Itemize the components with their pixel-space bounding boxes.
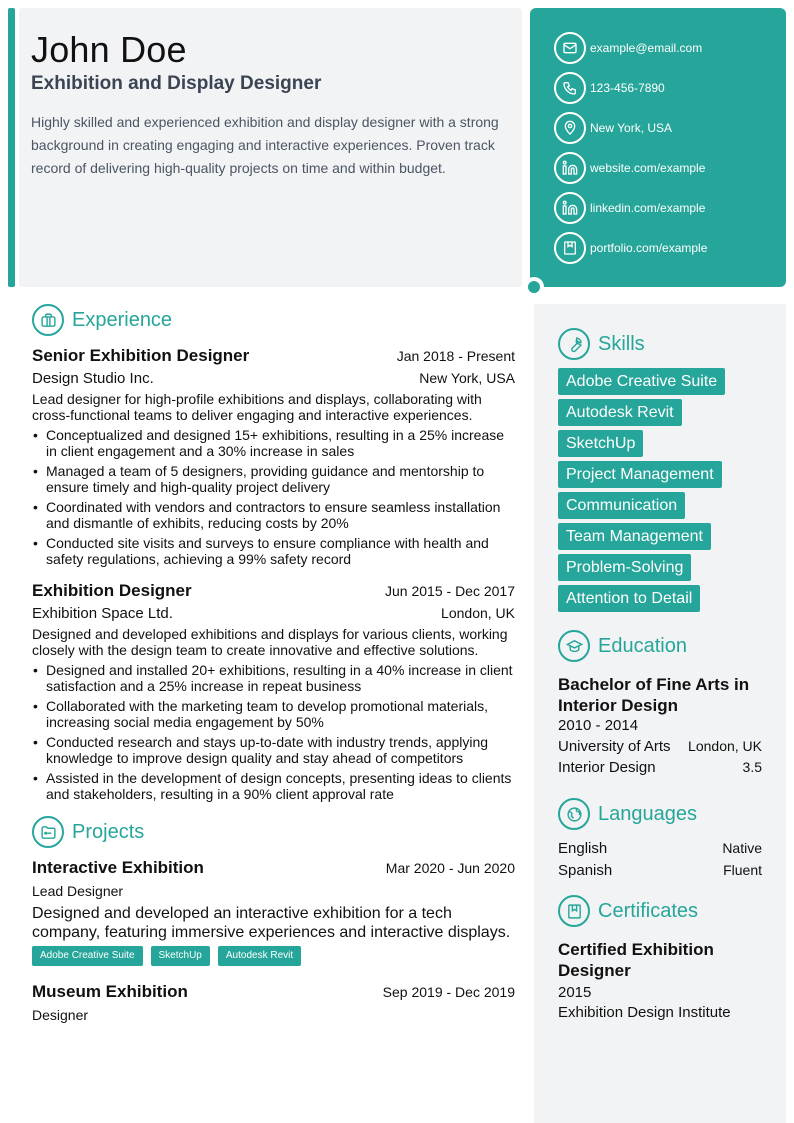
language-row (558, 862, 762, 879)
language-name: Spanish (558, 862, 613, 879)
map-pin-icon (554, 112, 586, 144)
certificate-name: Certified Exhibition Designer (558, 940, 714, 980)
job-entry-company: Design Studio Inc. (32, 370, 154, 387)
bullet-item: • Conducted site visits and surveys to ensure compliance with health and safety regulations, achieving a 99% safety record (32, 535, 515, 567)
contact-panel (530, 8, 786, 287)
portfolio-icon (554, 232, 586, 264)
projects-title: Projects (72, 820, 145, 843)
certificate-issuer: Exhibition Design Institute (558, 1004, 731, 1021)
linkedin-text: linkedin.com/example (590, 201, 706, 215)
job-title: Exhibition and Display Designer (31, 73, 322, 94)
language-name: English (558, 840, 608, 857)
bullet-item: • Managed a team of 5 designers, providing guidance and mentorship to ensure timely and high-quality project delivery (32, 463, 515, 495)
project-role: Designer (32, 1007, 89, 1023)
project-title: Museum Exhibition (32, 982, 188, 1001)
language-row (558, 840, 762, 857)
job-entry-title: Senior Exhibition Designer (32, 346, 250, 365)
email-text: example@email.com (590, 41, 703, 55)
experience-title: Experience (72, 308, 173, 331)
briefcase-icon (32, 304, 64, 336)
contact-location (554, 112, 786, 144)
bullet-item: • Designed and installed 20+ exhibitions, resulting in a 40% increase in client satisfaction and a 25% increase in repeat business (32, 662, 515, 694)
job-entry-company: Exhibition Space Ltd. (32, 605, 173, 622)
skill-badge: Adobe Creative Suite (558, 368, 725, 395)
skill-badge: Autodesk Revit (558, 399, 682, 426)
website-text: website.com/example (590, 161, 706, 175)
project-tag: Adobe Creative Suite (32, 946, 143, 966)
languages-header (558, 798, 762, 830)
project-title: Interactive Exhibition (32, 858, 204, 877)
job-entry-bullets (32, 662, 515, 802)
bullet-item: • Assisted in the development of design concepts, presenting ideas to clients and stakeholders, resulting in a 90% client approval rate (32, 770, 515, 802)
project-description: Designed and developed an interactive exhibition for a tech company, featuring immersive experiences and interactive displays. (32, 905, 511, 941)
education-degree: Bachelor of Fine Arts in Interior Design (558, 675, 750, 715)
skills-header (558, 328, 762, 360)
phone-icon (554, 72, 586, 104)
job-entry-bullets (32, 427, 515, 567)
book-icon (558, 895, 590, 927)
bullet-item: • Coordinated with vendors and contractors to ensure seamless installation and dismantle of exhibits, reducing costs by 20% (32, 499, 515, 531)
contact-linkedin[interactable] (554, 192, 786, 224)
job-entry-location: New York, USA (419, 370, 515, 386)
education-school: University of Arts (558, 738, 671, 755)
language-level: Fluent (723, 862, 762, 878)
summary: Highly skilled and experienced exhibition and display designer with a strong background in creating engaging and interactive experiences. Proven track record of delivering high-quality projects on time and within budget. (31, 114, 499, 176)
job-entry-description: Designed and developed exhibitions and displays for various clients, working closely with the design team to create innovative and effective solutions. (32, 626, 508, 658)
contact-website[interactable] (554, 152, 786, 184)
job-entry (32, 581, 515, 802)
location-text: New York, USA (590, 121, 673, 135)
globe-icon (558, 798, 590, 830)
education-header (558, 630, 762, 662)
project-date: Mar 2020 - Jun 2020 (385, 860, 515, 876)
sidebar (534, 304, 786, 1123)
bullet-item: • Conceptualized and designed 15+ exhibitions, resulting in a 25% increase in client engagement and a 30% increase in sales (32, 427, 515, 459)
graduation-cap-icon (558, 630, 590, 662)
certificate-year: 2015 (558, 984, 592, 1001)
project-tag: SketchUp (151, 946, 210, 966)
header (19, 8, 522, 287)
skill-badge: Communication (558, 492, 685, 519)
contact-portfolio[interactable] (554, 232, 786, 264)
education-field: Interior Design (558, 759, 656, 776)
experience-header (32, 304, 515, 336)
project-date: Sep 2019 - Dec 2019 (382, 984, 515, 1000)
skill-badge: Attention to Detail (558, 585, 700, 612)
job-entry-location: London, UK (441, 605, 515, 621)
skill-badge: SketchUp (558, 430, 643, 457)
contact-email[interactable] (554, 32, 786, 64)
linkedin-icon (554, 192, 586, 224)
phone-text: 123-456-7890 (590, 81, 665, 95)
language-level: Native (722, 840, 762, 856)
folder-icon (32, 816, 64, 848)
project-tag: Autodesk Revit (218, 946, 301, 966)
project-entry (32, 858, 515, 966)
skills-title: Skills (598, 332, 645, 355)
project-role: Lead Designer (32, 883, 124, 899)
certificates-title: Certificates (598, 899, 699, 922)
education-location: London, UK (688, 738, 762, 754)
linkedin-icon (554, 152, 586, 184)
languages-title: Languages (598, 802, 697, 825)
bullet-item: • Collaborated with the marketing team to develop promotional materials, increasing social media engagement by 50% (32, 698, 515, 730)
skills-list (558, 368, 762, 616)
skill-badge: Team Management (558, 523, 711, 550)
job-entry-date: Jun 2015 - Dec 2017 (385, 583, 515, 599)
bullet-item: • Conducted research and stays up-to-date with industry trends, applying knowledge to improve design quality and stay ahead of competitors (32, 734, 515, 766)
divider-dot (528, 281, 540, 293)
candidate-name: John Doe (31, 29, 187, 70)
mail-icon (554, 32, 586, 64)
job-entry (32, 346, 515, 567)
main-column (32, 304, 515, 1023)
accent-bar (8, 8, 15, 287)
skill-badge: Project Management (558, 461, 722, 488)
certificates-header (558, 895, 762, 927)
job-entry-title: Exhibition Designer (32, 581, 192, 600)
education-dates: 2010 - 2014 (558, 717, 639, 734)
skill-badge: Problem-Solving (558, 554, 691, 581)
contact-phone[interactable] (554, 72, 786, 104)
project-entry (32, 982, 515, 1023)
projects-header (32, 816, 515, 848)
job-entry-date: Jan 2018 - Present (396, 348, 515, 364)
portfolio-text: portfolio.com/example (590, 241, 708, 255)
project-tags (32, 946, 515, 966)
education-title: Education (598, 634, 687, 657)
education-gpa: 3.5 (742, 759, 762, 775)
job-entry-description: Lead designer for high-profile exhibitions and displays, collaborating with cross-functional teams to deliver engaging and interactive experiences. (32, 391, 482, 423)
wrench-icon (558, 328, 590, 360)
